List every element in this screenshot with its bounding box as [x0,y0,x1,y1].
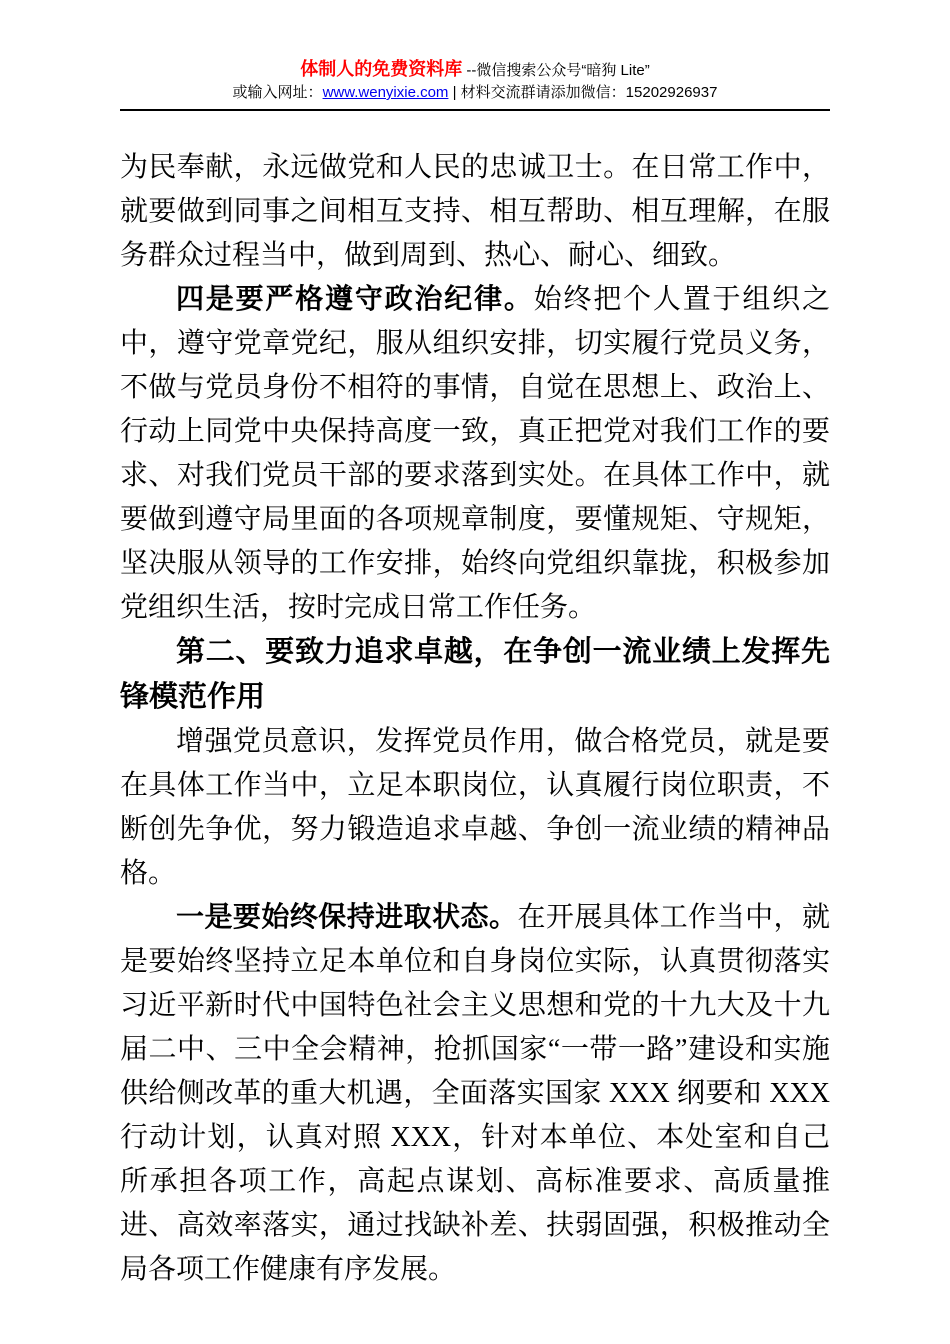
header-line-2 [120,82,830,104]
header-line-1 [120,58,830,82]
section-heading-second [120,630,830,720]
header-contact-suffix: | 材料交流群请添加微信：15202926937 [448,84,718,101]
paragraph-point-four [120,278,830,630]
paragraph-bold-lead: 一是要始终保持进取状态。 [176,902,518,933]
paragraph-bold-lead: 四是要严格遵守政治纪律。 [176,284,534,315]
paragraph-text: 在开展具体工作当中，就是要始终坚持立足本单位和自身岗位实际，认真贯彻落实习近平新时代中国特色社会主义思想和党的十九大及十九届二中、三中全会精神，抢抓国家“一带一路”建设和实施供给侧改革的重大机遇，全面落实国家 XXX 纲要和 XXX 行动计划，认真对照 XXX，针对本单位、本处室和自己所承担各项工作，高起点谋划、高标准要求、高质量推进、高效率落实，通过找缺补差、扶弱固强，积极推动全局各项工作健康有序发展。 [120,902,830,1285]
paragraph-point-one [120,896,830,1292]
header-site-title: 体制人的免费资料库 [300,59,463,79]
paragraph-text: 增强党员意识，发挥党员作用，做合格党员，就是要在具体工作当中，立足本职岗位，认真履行岗位职责，不断创先争优，努力锻造追求卓越、争创一流业绩的精神品格。 [120,726,830,889]
section-heading-text: 第二、要致力追求卓越，在争创一流业绩上发挥先锋模范作用 [120,636,830,713]
paragraph-text: 始终把个人置于组织之中，遵守党章党纪，服从组织安排，切实履行党员义务，不做与党员身份不相符的事情，自觉在思想上、政治上、行动上同党中央保持高度一致，真正把党对我们工作的要求、对我们党员干部的要求落到实处。在具体工作中，就要做到遵守局里面的各项规章制度，要懂规矩、守规矩，坚决服从领导的工作安排，始终向党组织靠拢，积极参加党组织生活，按时完成日常工作任务。 [120,284,830,623]
paragraph-intro [120,720,830,896]
header-url-prefix: 或输入网址： [232,84,323,101]
header-website-link[interactable]: www.wenyixie.com [322,84,449,101]
document-body [120,146,830,1292]
paragraph-text: 为民奉献，永远做党和人民的忠诚卫士。在日常工作中，就要做到同事之间相互支持、相互帮助、相互理解，在服务群众过程当中，做到周到、热心、耐心、细致。 [120,152,830,271]
paragraph-continuation [120,146,830,278]
header-wechat-subtitle: --微信搜索公众号“暗狗 Lite” [462,62,650,79]
page-header [120,58,830,111]
